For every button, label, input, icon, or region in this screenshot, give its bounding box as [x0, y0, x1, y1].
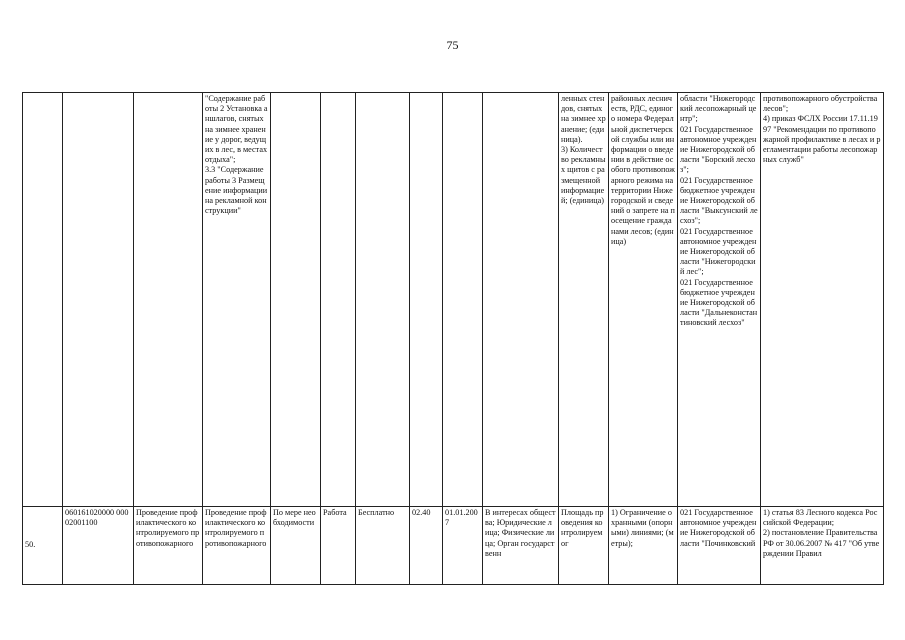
frequency-cell: По мере необходимости	[271, 507, 321, 585]
okved-cell	[410, 93, 443, 507]
frequency-cell	[271, 93, 321, 507]
type-cell	[321, 93, 356, 507]
work-content-cell: "Содержание работы 2 Установка аншлагов, снятых на зимнее хранение у дорог, ведущих в лес, в местах отдыха"; 3.3 "Содержание работы 3 Размещение информации на рекламной конструкции"	[203, 93, 271, 507]
institutions-cell: 021 Государственное автономное учреждение Нижегородской области "Починковский	[678, 507, 761, 585]
payment-cell	[356, 93, 410, 507]
institutions-cell: области "Нижегородский лесопожарный центр"; 021 Государственное автономное учреждение Нижегородской области "Борский лесхоз"; 021 Государственное бюджетное учреждение Нижегородской области "Выксунский лесхоз"; 021 Государственное автономное учреждение Нижегородской области "Нижегородский лес"; 021 Государственное бюджетное учреждение Нижегородской области "Дальнеконстантиновский лесхоз"	[678, 93, 761, 507]
registry-number-cell	[63, 93, 134, 507]
service-name-cell	[134, 93, 203, 507]
okved-cell: 02.40	[410, 507, 443, 585]
volume-indicator-cell: ленных стендов, снятых на зимнее хранение; (единица). 3) Количество рекламных щитов с размещенной информацией; (единица)	[559, 93, 609, 507]
consumers-cell	[483, 93, 559, 507]
volume-indicator-cell: Площадь проведения контролируемог	[559, 507, 609, 585]
services-table	[22, 92, 884, 585]
row-number-cell: 50.	[23, 507, 63, 585]
registry-number-cell: 060161020000 00002001100	[63, 507, 134, 585]
table-row	[23, 507, 884, 585]
row-number-cell	[23, 93, 63, 507]
date-cell	[443, 93, 483, 507]
service-name-cell: Проведение профилактического контролируемого противопожарного	[134, 507, 203, 585]
legal-basis-cell: противопожарного обустройства лесов"; 4) приказ ФСЛХ России 17.11.1997 "Рекомендации по противопожарной профилактике в лесах и регламентации работы лесопожарных служб"	[761, 93, 884, 507]
legal-basis-cell: 1) статья 83 Лесного кодекса Российской Федерации; 2) постановление Правительства РФ от 30.06.2007 № 417 "Об утверждении Правил	[761, 507, 884, 585]
table-row	[23, 93, 884, 507]
consumers-cell: В интересах общества; Юридические лица; Физические лица; Орган государственн	[483, 507, 559, 585]
type-cell: Работа	[321, 507, 356, 585]
page-number: 75	[446, 38, 459, 52]
quality-indicator-cell: районных лесничеств, РДС, единого номера Федеральной диспетчерской службы или информации о введении в действие особого противопожарного режима на территории Нижегородской и сведений о запрете на посещение гражданами лесов; (единица)	[609, 93, 678, 507]
date-cell: 01.01.2007	[443, 507, 483, 585]
payment-cell: Бесплатно	[356, 507, 410, 585]
work-content-cell: Проведение профилактического контролируемого противопожарного	[203, 507, 271, 585]
quality-indicator-cell: 1) Ограничение охранными (опорными) линиями; (метры);	[609, 507, 678, 585]
